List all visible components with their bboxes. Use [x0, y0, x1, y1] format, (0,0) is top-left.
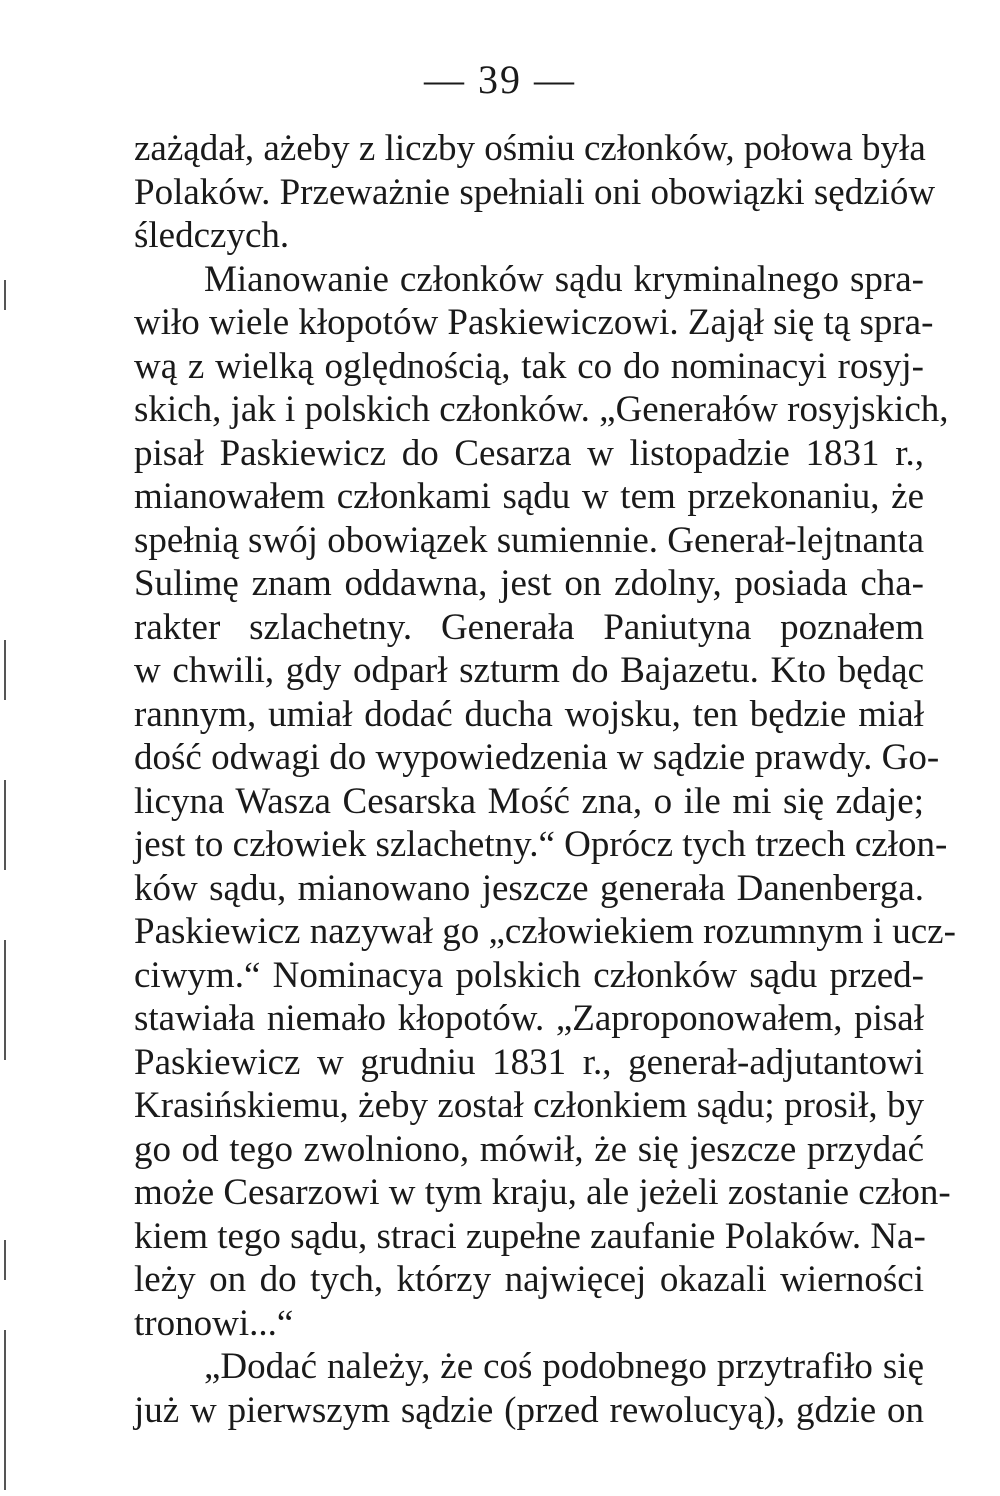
- text-line: już w pierwszym sądzie (przed rewolucyą), gdzie on: [134, 1389, 924, 1431]
- text-line: Polaków. Przeważnie spełniali oni obowiązki sędziów: [134, 171, 936, 213]
- page-edge-marks: [0, 0, 14, 1496]
- text-line: wiło wiele kłopotów Paskiewiczowi. Zajął się tą spra-: [134, 302, 934, 343]
- text-line: mianowałem członkami sądu w tem przekonaniu, że: [134, 476, 924, 517]
- text-line: go od tego zwolniono, mówił, że się jeszcze przydać: [134, 1128, 924, 1170]
- text-line: ciwym.“ Nominacya polskich członków sądu przed-: [134, 954, 924, 996]
- text-line: ków sądu, mianowano jeszcze generała Danenberga.: [134, 867, 924, 909]
- text-line: „Dodać należy, że coś podobnego przytrafiło się: [204, 1346, 924, 1387]
- text-line: rakter szlachetny. Generała Paniutyna poznałem: [134, 606, 924, 648]
- body-text: [134, 127, 956, 1432]
- text-line: tronowi...“: [134, 1302, 294, 1344]
- text-line: rannym, umiał dodać ducha wojsku, ten będzie miał: [134, 693, 924, 735]
- text-line: dość odwagi do wypowiedzenia w sądzie prawdy. Go-: [134, 737, 940, 778]
- text-line: licyna Wasza Cesarska Mość zna, o ile mi się zdaje;: [134, 780, 924, 822]
- text-line: wą z wielką oględnością, tak co do nominacyi rosyj-: [134, 345, 924, 387]
- text-line: jest to człowiek szlachetny.“ Oprócz tych trzech człon-: [134, 824, 948, 865]
- text-line: spełnią swój obowiązek sumiennie. Generał-lejtnanta: [134, 519, 925, 561]
- text-line: Sulimę znam oddawna, jest on zdolny, posiada cha-: [134, 563, 924, 604]
- text-line: Krasińskiemu, żeby został członkiem sądu; prosił, by: [134, 1085, 924, 1126]
- text-line: śledczych.: [134, 215, 290, 256]
- text-line: stawiała niemało kłopotów. „Zaproponowałem, pisał: [134, 998, 924, 1039]
- text-line: Paskiewicz w grudniu 1831 r., generał-adjutantowi: [134, 1041, 924, 1083]
- text-line: może Cesarzowi w tym kraju, ale jeżeli zostanie człon-: [134, 1172, 951, 1213]
- text-line: zażądał, ażeby z liczby ośmiu członków, połowa była: [134, 128, 926, 169]
- text-line: Paskiewicz nazywał go „człowiekiem rozumnym i ucz-: [134, 911, 956, 952]
- text-line: skich, jak i polskich członków. „Generałów rosyjskich,: [134, 389, 949, 430]
- text-line: Mianowanie członków sądu kryminalnego spra-: [204, 258, 924, 300]
- text-line: kiem tego sądu, straci zupełne zaufanie Polaków. Na-: [134, 1215, 926, 1257]
- page-number: — 39 —: [424, 57, 576, 102]
- text-line: leży on do tych, którzy najwięcej okazali wierności: [134, 1259, 924, 1300]
- text-line: pisał Paskiewicz do Cesarza w listopadzie 1831 r.,: [134, 432, 924, 474]
- text-line: w chwili, gdy odparł szturm do Bajazetu. Kto będąc: [134, 650, 924, 691]
